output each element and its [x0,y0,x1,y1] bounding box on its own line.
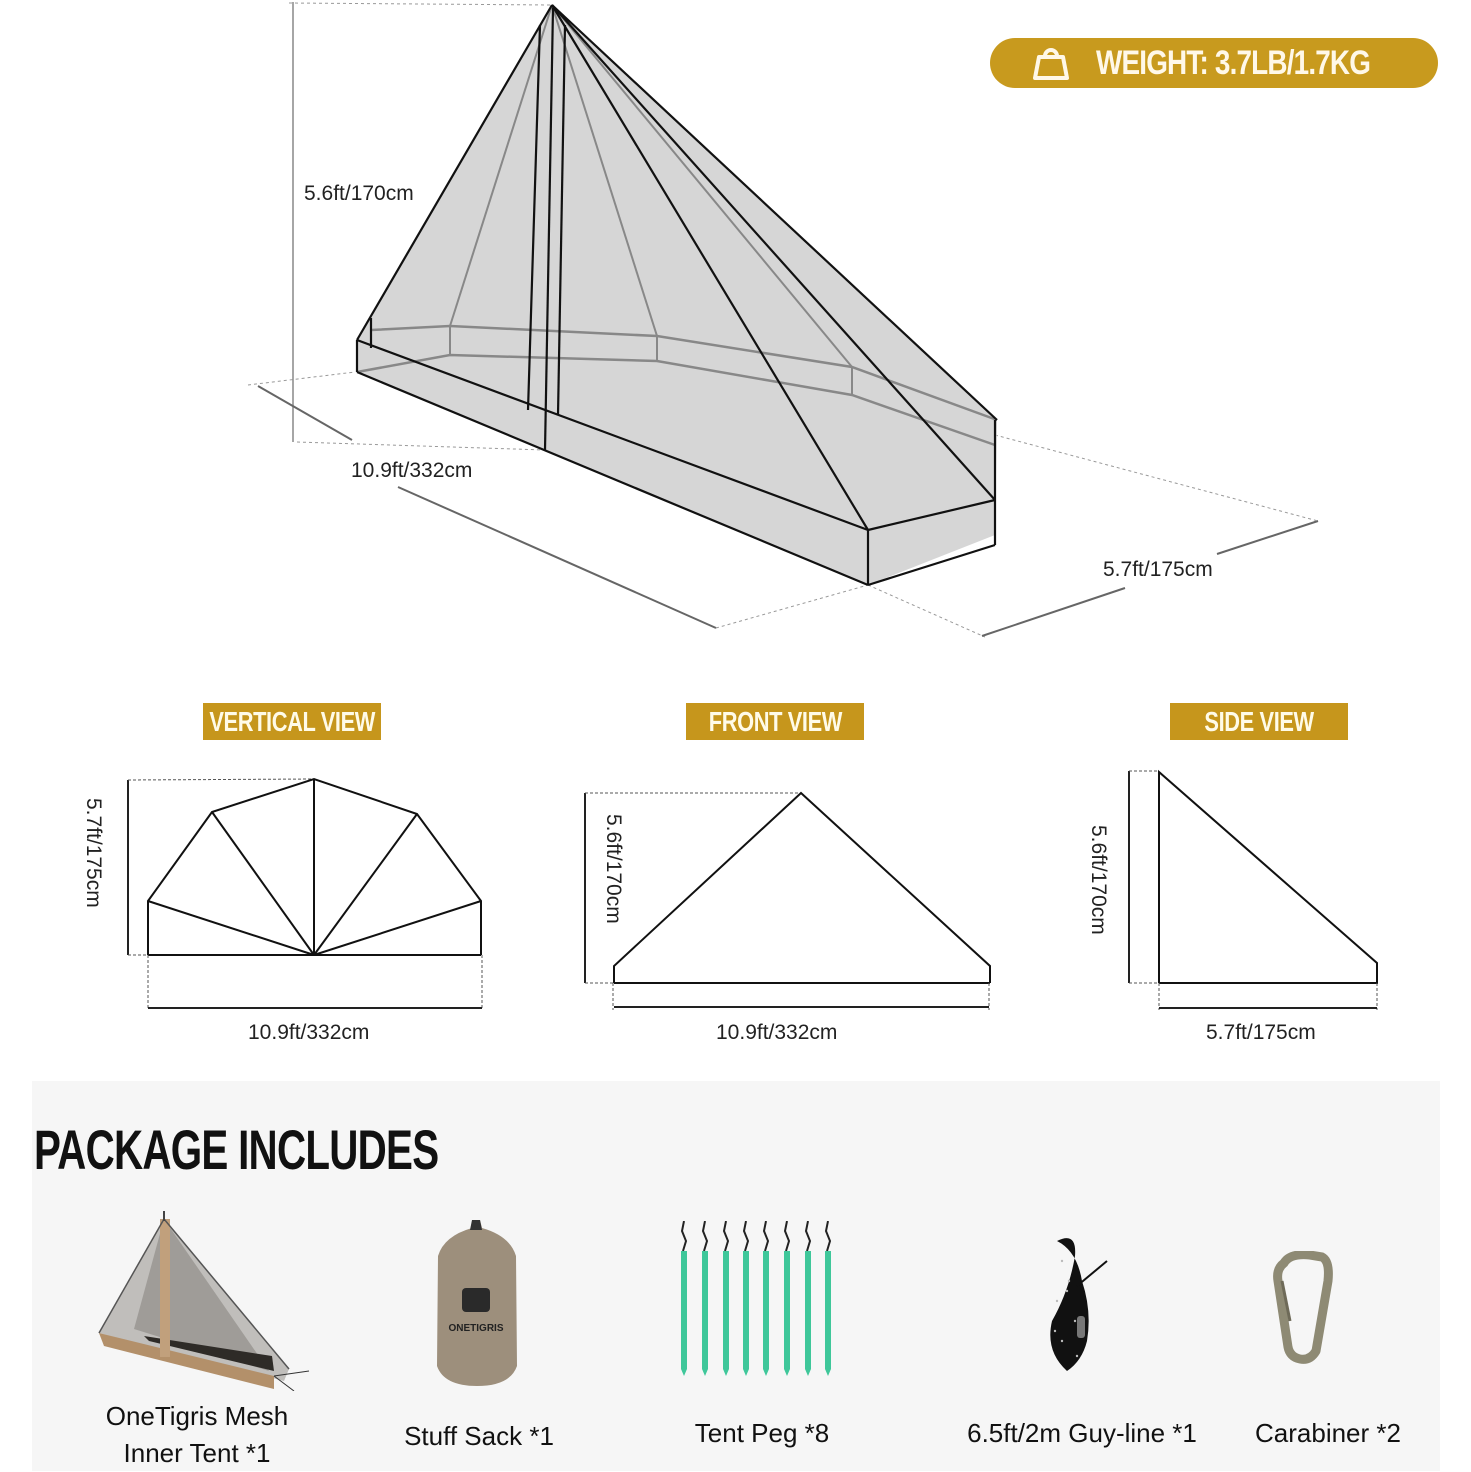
package-item-carabiner: Carabiner *2 [1255,1418,1401,1448]
iso-height-label: 5.6ft/170cm [304,182,414,205]
package-title: PACKAGE INCLUDES [34,1118,439,1181]
stuff-sack-brand: ONETIGRIS [448,1323,504,1334]
carabiner-icon [1272,1251,1342,1366]
front-view-width-label: 10.9ft/332cm [716,1021,838,1044]
side-view-height-label: 5.6ft/170cm [1087,825,1110,935]
side-view-tag: SIDE VIEW [1170,703,1348,740]
vertical-view-height-label: 5.7ft/175cm [82,798,105,908]
package-item-tent-peg: Tent Peg *8 [694,1418,830,1448]
front-view-tag: FRONT VIEW [686,703,864,740]
package-item-stuff-sack: Stuff Sack *1 [404,1421,554,1451]
front-view-height-label: 5.6ft/170cm [602,814,625,924]
iso-length-label: 10.9ft/332cm [351,459,473,482]
package-includes-section [32,1081,1440,1471]
tent-peg-icon [672,1221,852,1376]
package-item-mesh-tent: OneTigris Mesh Inner Tent *1 [105,1401,289,1468]
mesh-tent-icon [94,1211,314,1391]
front-view-diagram [560,760,1020,1040]
vertical-view-tag: VERTICAL VIEW [203,703,381,740]
isometric-tent-diagram [0,0,1471,660]
side-view-diagram [1060,760,1460,1040]
guy-line-icon [1037,1231,1127,1376]
vertical-view-diagram [60,760,520,1040]
iso-width-label: 5.7ft/175cm [1103,558,1213,581]
side-view-width-label: 5.7ft/175cm [1206,1021,1316,1044]
weight-text: WEIGHT: 3.7LB/1.7KG [1096,43,1371,82]
stuff-sack-icon [432,1216,527,1391]
vertical-view-width-label: 10.9ft/332cm [248,1021,370,1044]
package-item-guy-line: 6.5ft/2m Guy-line *1 [967,1418,1197,1448]
